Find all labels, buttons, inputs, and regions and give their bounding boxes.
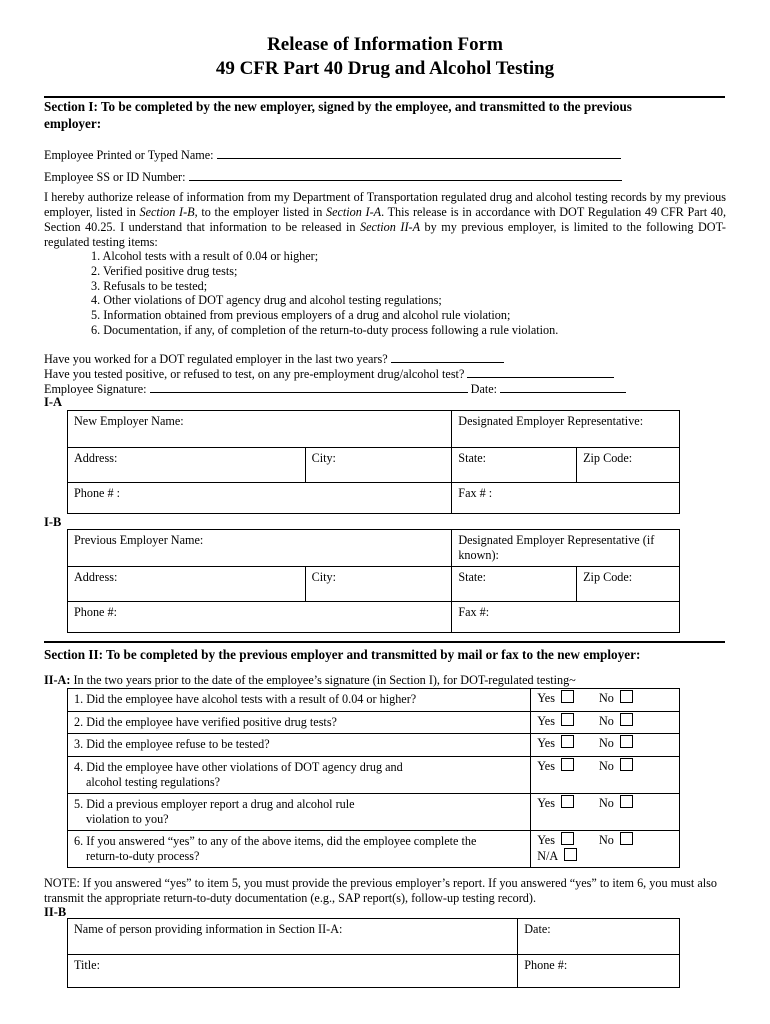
- previous-employer-city-cell[interactable]: City:: [305, 567, 452, 602]
- list-item: 2. Verified positive drug tests;: [91, 263, 238, 278]
- previous-employer-state-cell[interactable]: State:: [452, 567, 577, 602]
- employee-name-row: [44, 146, 621, 163]
- new-employer-rep-cell[interactable]: Designated Employer Representative:: [452, 411, 680, 448]
- yes-label: Yes: [537, 833, 555, 847]
- previous-employer-name-cell[interactable]: Previous Employer Name:: [68, 530, 452, 567]
- iia-intro-text: In the two years prior to the date of the employee’s signature (in Section I), for DOT-regulated testing~: [70, 673, 576, 687]
- question-text: alcohol testing regulations?: [86, 775, 221, 789]
- no-label: No: [598, 714, 614, 728]
- ib-label: I-B: [44, 515, 62, 529]
- yes-label: Yes: [537, 691, 555, 705]
- worked-dot-question: Have you worked for a DOT regulated employer in the last two years?: [44, 352, 388, 366]
- list-item: 1. Alcohol tests with a result of 0.04 or higher;: [91, 249, 319, 263]
- yes-label: Yes: [537, 736, 555, 750]
- signature-field[interactable]: [150, 380, 468, 393]
- no-checkbox[interactable]: [620, 758, 633, 771]
- section1-heading: Section I: To be completed by the new employer, signed by the employee, and transmitted to the previous employer:: [44, 99, 632, 131]
- tested-positive-answer[interactable]: [467, 365, 614, 378]
- question-cell: [68, 794, 531, 831]
- form-title-line2: 49 CFR Part 40 Drug and Alcohol Testing: [215, 58, 555, 79]
- worked-dot-answer[interactable]: [391, 350, 504, 363]
- provider-info-table: [67, 918, 680, 988]
- no-label: No: [598, 691, 614, 705]
- no-label: No: [598, 736, 614, 750]
- question-cell: [68, 831, 531, 868]
- new-employer-table: [67, 410, 680, 514]
- new-employer-phone-cell[interactable]: Phone # :: [68, 483, 452, 514]
- testing-items-list: [91, 249, 558, 338]
- question-cell: [68, 712, 531, 734]
- no-checkbox[interactable]: [620, 690, 633, 703]
- section2-top-rule: [44, 641, 725, 643]
- iia-intro: [44, 673, 744, 688]
- testing-questions-table: [67, 688, 680, 868]
- question-text: 2. Did the employee have verified positive drug tests?: [74, 715, 337, 729]
- previous-employer-table: [67, 529, 680, 633]
- note-paragraph: NOTE: If you answered “yes” to item 5, you must provide the previous employer’s report. If you answered “yes” to item 6, you must also transmit the appropriate return-to-duty documentation (e.g., SAP report(s), follow-up testing record).: [44, 876, 717, 905]
- provider-name-cell[interactable]: Name of person providing information in Section II-A:: [68, 919, 518, 955]
- new-employer-city-cell[interactable]: City:: [305, 448, 452, 483]
- previous-employer-rep-cell[interactable]: [452, 530, 680, 567]
- list-item: 4. Other violations of DOT agency drug and alcohol testing regulations;: [91, 293, 442, 308]
- provider-date-cell[interactable]: Date:: [518, 919, 680, 955]
- tested-positive-question: Have you tested positive, or refused to test, on any pre-employment drug/alcohol test?: [44, 367, 465, 381]
- authorization-paragraph: [44, 190, 726, 250]
- answer-cell: [531, 831, 680, 868]
- auth-text: I hereby authorize release of information from my Department of Transportation regulated drug and alcohol testing records by my previous employer, listed in: [44, 190, 726, 219]
- form-title-line1: Release of Information Form: [267, 34, 503, 55]
- signature-date-field[interactable]: [500, 380, 626, 393]
- employee-name-label: Employee Printed or Typed Name:: [44, 148, 214, 162]
- question-cell: [68, 757, 531, 794]
- employee-ssn-field[interactable]: [189, 168, 622, 181]
- new-employer-name-cell[interactable]: New Employer Name:: [68, 411, 452, 448]
- new-employer-state-cell[interactable]: State:: [452, 448, 577, 483]
- answer-cell: [531, 689, 680, 712]
- no-checkbox[interactable]: [620, 832, 633, 845]
- na-label: N/A: [537, 849, 559, 863]
- no-checkbox[interactable]: [620, 735, 633, 748]
- auth-text: , to the employer listed in: [194, 205, 326, 219]
- auth-ref: Section I-A: [326, 205, 382, 219]
- employee-name-field[interactable]: [217, 146, 621, 159]
- no-label: No: [598, 796, 614, 810]
- previous-employer-zip-cell[interactable]: Zip Code:: [577, 567, 680, 602]
- yes-checkbox[interactable]: [561, 758, 574, 771]
- new-employer-zip-cell[interactable]: Zip Code:: [577, 448, 680, 483]
- no-checkbox[interactable]: [620, 795, 633, 808]
- signature-date-label: Date:: [470, 382, 498, 396]
- previous-employer-address-cell[interactable]: Address:: [68, 567, 306, 602]
- yes-checkbox[interactable]: [561, 735, 574, 748]
- yes-checkbox[interactable]: [561, 795, 574, 808]
- ia-label: I-A: [44, 395, 63, 409]
- new-employer-address-cell[interactable]: Address:: [68, 448, 306, 483]
- yes-label: Yes: [537, 759, 555, 773]
- list-item: 6. Documentation, if any, of completion of the return-to-duty process following a rule violation.: [91, 322, 559, 337]
- question-text: 3. Did the employee refuse to be tested?: [74, 737, 270, 751]
- yes-checkbox[interactable]: [561, 713, 574, 726]
- auth-ref: Section I-B: [139, 205, 195, 219]
- question-text: return-to-duty process?: [86, 849, 200, 863]
- list-item: 3. Refusals to be tested;: [91, 278, 208, 293]
- yes-checkbox[interactable]: [561, 690, 574, 703]
- auth-text: by my previous employer, is limited to the following DOT-regulated testing items:: [44, 220, 726, 249]
- list-item: 5. Information obtained from previous employers of a drug and alcohol rule violation;: [91, 308, 511, 323]
- auth-ref: Section II-A: [360, 220, 421, 234]
- yes-checkbox[interactable]: [561, 832, 574, 845]
- no-checkbox[interactable]: [620, 713, 633, 726]
- question-cell: [68, 734, 531, 757]
- provider-phone-cell[interactable]: Phone #:: [518, 955, 680, 988]
- yes-label: Yes: [537, 714, 555, 728]
- signature-label: Employee Signature:: [44, 382, 147, 396]
- signature-row: [44, 380, 626, 397]
- iib-label: II-B: [44, 905, 67, 919]
- previous-employer-rep-label-line2: known):: [458, 548, 499, 562]
- answer-cell: [531, 712, 680, 734]
- previous-employer-phone-cell[interactable]: Phone #:: [68, 602, 452, 633]
- iia-label: II-A:: [44, 673, 71, 687]
- auth-text: . This release is in accordance with DOT Regulation 49 CFR Part 40, Section 40.25. I understand that information to be released in: [44, 205, 727, 234]
- answer-cell: [531, 794, 680, 831]
- no-label: No: [598, 833, 614, 847]
- previous-employer-fax-cell[interactable]: Fax #:: [452, 602, 680, 633]
- question-text: 1. Did the employee have alcohol tests with a result of 0.04 or higher?: [74, 692, 417, 706]
- previous-employer-rep-label-line1: Designated Employer Representative (if: [458, 533, 655, 547]
- question-text: violation to you?: [86, 812, 169, 826]
- new-employer-fax-cell[interactable]: Fax # :: [452, 483, 680, 514]
- no-label: No: [598, 759, 614, 773]
- answer-cell: [531, 734, 680, 757]
- section2-heading: Section II: To be completed by the previous employer and transmitted by mail or fax to the new employer:: [44, 647, 641, 662]
- employee-ssn-row: [44, 168, 622, 185]
- question-text: 6. If you answered “yes” to any of the above items, did the employee complete the: [74, 834, 477, 848]
- question-text: 4. Did the employee have other violations of DOT agency drug and: [74, 760, 403, 774]
- answer-cell: [531, 757, 680, 794]
- provider-title-cell[interactable]: Title:: [68, 955, 518, 988]
- question-cell: [68, 689, 531, 712]
- yes-label: Yes: [537, 796, 555, 810]
- na-checkbox[interactable]: [564, 848, 577, 861]
- employee-ssn-label: Employee SS or ID Number:: [44, 170, 186, 184]
- question-text: 5. Did a previous employer report a drug and alcohol rule: [74, 797, 355, 811]
